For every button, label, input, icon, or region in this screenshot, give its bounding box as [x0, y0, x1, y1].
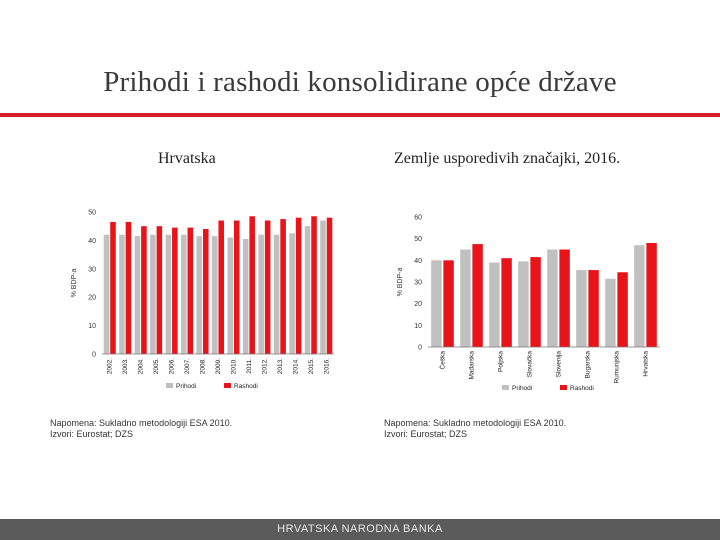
bar-rashodi: [249, 216, 255, 354]
y-axis-label: % BDP-a: [397, 267, 404, 297]
x-tick-label: Slovačka: [526, 351, 534, 378]
bar-rashodi: [265, 221, 271, 354]
bar-rashodi: [327, 218, 333, 354]
x-tick-label: 2004.: [137, 358, 145, 375]
bar-prihodi: [605, 279, 615, 347]
bar-prihodi: [489, 263, 499, 348]
y-tick-label: 30: [88, 266, 96, 274]
bar-prihodi: [104, 235, 110, 354]
left-note-sources: Izvori: Eurostat; DZS: [50, 429, 134, 439]
right-note-sources: Izvori: Eurostat; DZS: [384, 429, 468, 439]
y-tick-label: 10: [414, 322, 422, 330]
bar-prihodi: [212, 236, 218, 354]
left-chart-subtitle: Hrvatska: [158, 150, 216, 167]
y-tick-label: 50: [88, 209, 96, 217]
bar-rashodi: [157, 226, 163, 354]
bar-rashodi: [126, 222, 132, 354]
x-tick-label: Češka: [439, 351, 447, 370]
x-tick-label: 2011.: [245, 358, 253, 374]
x-tick-label: Hrvatska: [642, 351, 650, 377]
x-tick-label: 2012.: [261, 358, 269, 375]
bar-rashodi: [646, 243, 656, 347]
y-tick-label: 30: [414, 279, 422, 287]
bar-rashodi: [443, 260, 453, 347]
x-tick-label: Slovenija: [555, 351, 563, 378]
bar-prihodi: [181, 235, 187, 354]
bar-prihodi: [119, 235, 125, 354]
y-tick-label: 10: [88, 323, 96, 331]
title-rule: [0, 113, 720, 117]
left-bar-chart: [62, 200, 352, 395]
y-tick-label: 20: [414, 301, 422, 309]
legend-entry: Rashodi: [234, 383, 258, 390]
bar-prihodi: [166, 235, 172, 354]
x-tick-label: Bugarska: [584, 351, 592, 379]
bar-rashodi: [296, 218, 302, 354]
bar-prihodi: [547, 250, 557, 348]
right-bar-chart: [394, 200, 684, 395]
footer-bar: [0, 519, 720, 540]
bar-prihodi: [320, 221, 326, 354]
bar-prihodi: [258, 235, 264, 354]
legend-swatch: [224, 383, 231, 388]
legend-swatch: [502, 385, 509, 390]
x-tick-label: 2013.: [276, 358, 284, 375]
bar-prihodi: [460, 250, 470, 348]
x-tick-label: 2006.: [168, 358, 176, 375]
bar-prihodi: [227, 238, 233, 354]
y-tick-label: 0: [92, 351, 96, 359]
bar-rashodi: [588, 270, 598, 347]
bar-prihodi: [274, 235, 280, 354]
bar-prihodi: [634, 245, 644, 347]
legend-swatch: [166, 383, 173, 388]
bar-rashodi: [110, 222, 116, 354]
bar-prihodi: [289, 233, 295, 354]
bar-rashodi: [501, 258, 511, 347]
x-tick-label: 2015.: [307, 358, 315, 375]
legend-entry: Rashodi: [570, 385, 594, 392]
slide-title: Prihodi i rashodi konsolidirane opće države: [103, 66, 617, 98]
left-note-methodology: Napomena: Sukladno metodologiji ESA 2010.: [50, 418, 233, 428]
bar-prihodi: [305, 226, 311, 354]
x-tick-label: 2002.: [106, 358, 114, 375]
x-tick-label: 2009.: [215, 358, 222, 375]
right-note-methodology: Napomena: Sukladno metodologiji ESA 2010.: [384, 418, 567, 428]
bar-rashodi: [311, 216, 317, 354]
y-tick-label: 0: [418, 344, 422, 352]
y-tick-label: 60: [414, 214, 422, 222]
x-tick-label: Rumunjska: [613, 351, 621, 384]
bar-rashodi: [141, 226, 147, 354]
bar-rashodi: [203, 229, 209, 354]
bar-rashodi: [617, 272, 627, 347]
x-tick-label: 2003.: [122, 358, 130, 375]
bar-rashodi: [530, 257, 540, 347]
y-tick-label: 40: [88, 237, 96, 245]
legend-entry: Prihodi: [176, 383, 197, 390]
x-tick-label: 2014.: [292, 358, 300, 375]
x-tick-label: Poljska: [497, 351, 505, 372]
bar-prihodi: [431, 260, 441, 347]
bar-rashodi: [218, 221, 224, 354]
bar-rashodi: [188, 228, 194, 354]
bar-prihodi: [518, 261, 528, 347]
y-tick-label: 50: [414, 236, 422, 244]
bar-rashodi: [234, 221, 240, 354]
right-chart-subtitle: Zemlje usporedivih značajki, 2016.: [394, 150, 621, 167]
bar-rashodi: [472, 244, 482, 347]
bar-rashodi: [280, 219, 286, 354]
x-tick-label: 2008.: [199, 358, 207, 375]
bar-rashodi: [172, 228, 178, 354]
bar-prihodi: [576, 270, 586, 347]
x-tick-label: 2016.: [323, 358, 331, 375]
footer-bank-name: HRVATSKA NARODNA BANKA: [277, 523, 443, 535]
right-note: [384, 418, 566, 440]
left-note: [50, 418, 232, 440]
y-axis-label: % BDP-a: [71, 268, 78, 298]
y-tick-label: 40: [414, 257, 422, 265]
bar-prihodi: [150, 235, 156, 354]
bar-prihodi: [197, 236, 203, 354]
x-tick-label: 2010.: [230, 358, 238, 375]
x-tick-label: 2005.: [153, 358, 161, 375]
bar-prihodi: [135, 236, 141, 354]
bar-prihodi: [243, 239, 249, 354]
y-tick-label: 20: [88, 294, 96, 302]
x-tick-label: 2007.: [184, 358, 192, 375]
legend-swatch: [560, 385, 567, 390]
x-tick-label: Mađarska: [468, 351, 476, 380]
bar-rashodi: [559, 250, 569, 348]
legend-entry: Prihodi: [512, 385, 533, 392]
